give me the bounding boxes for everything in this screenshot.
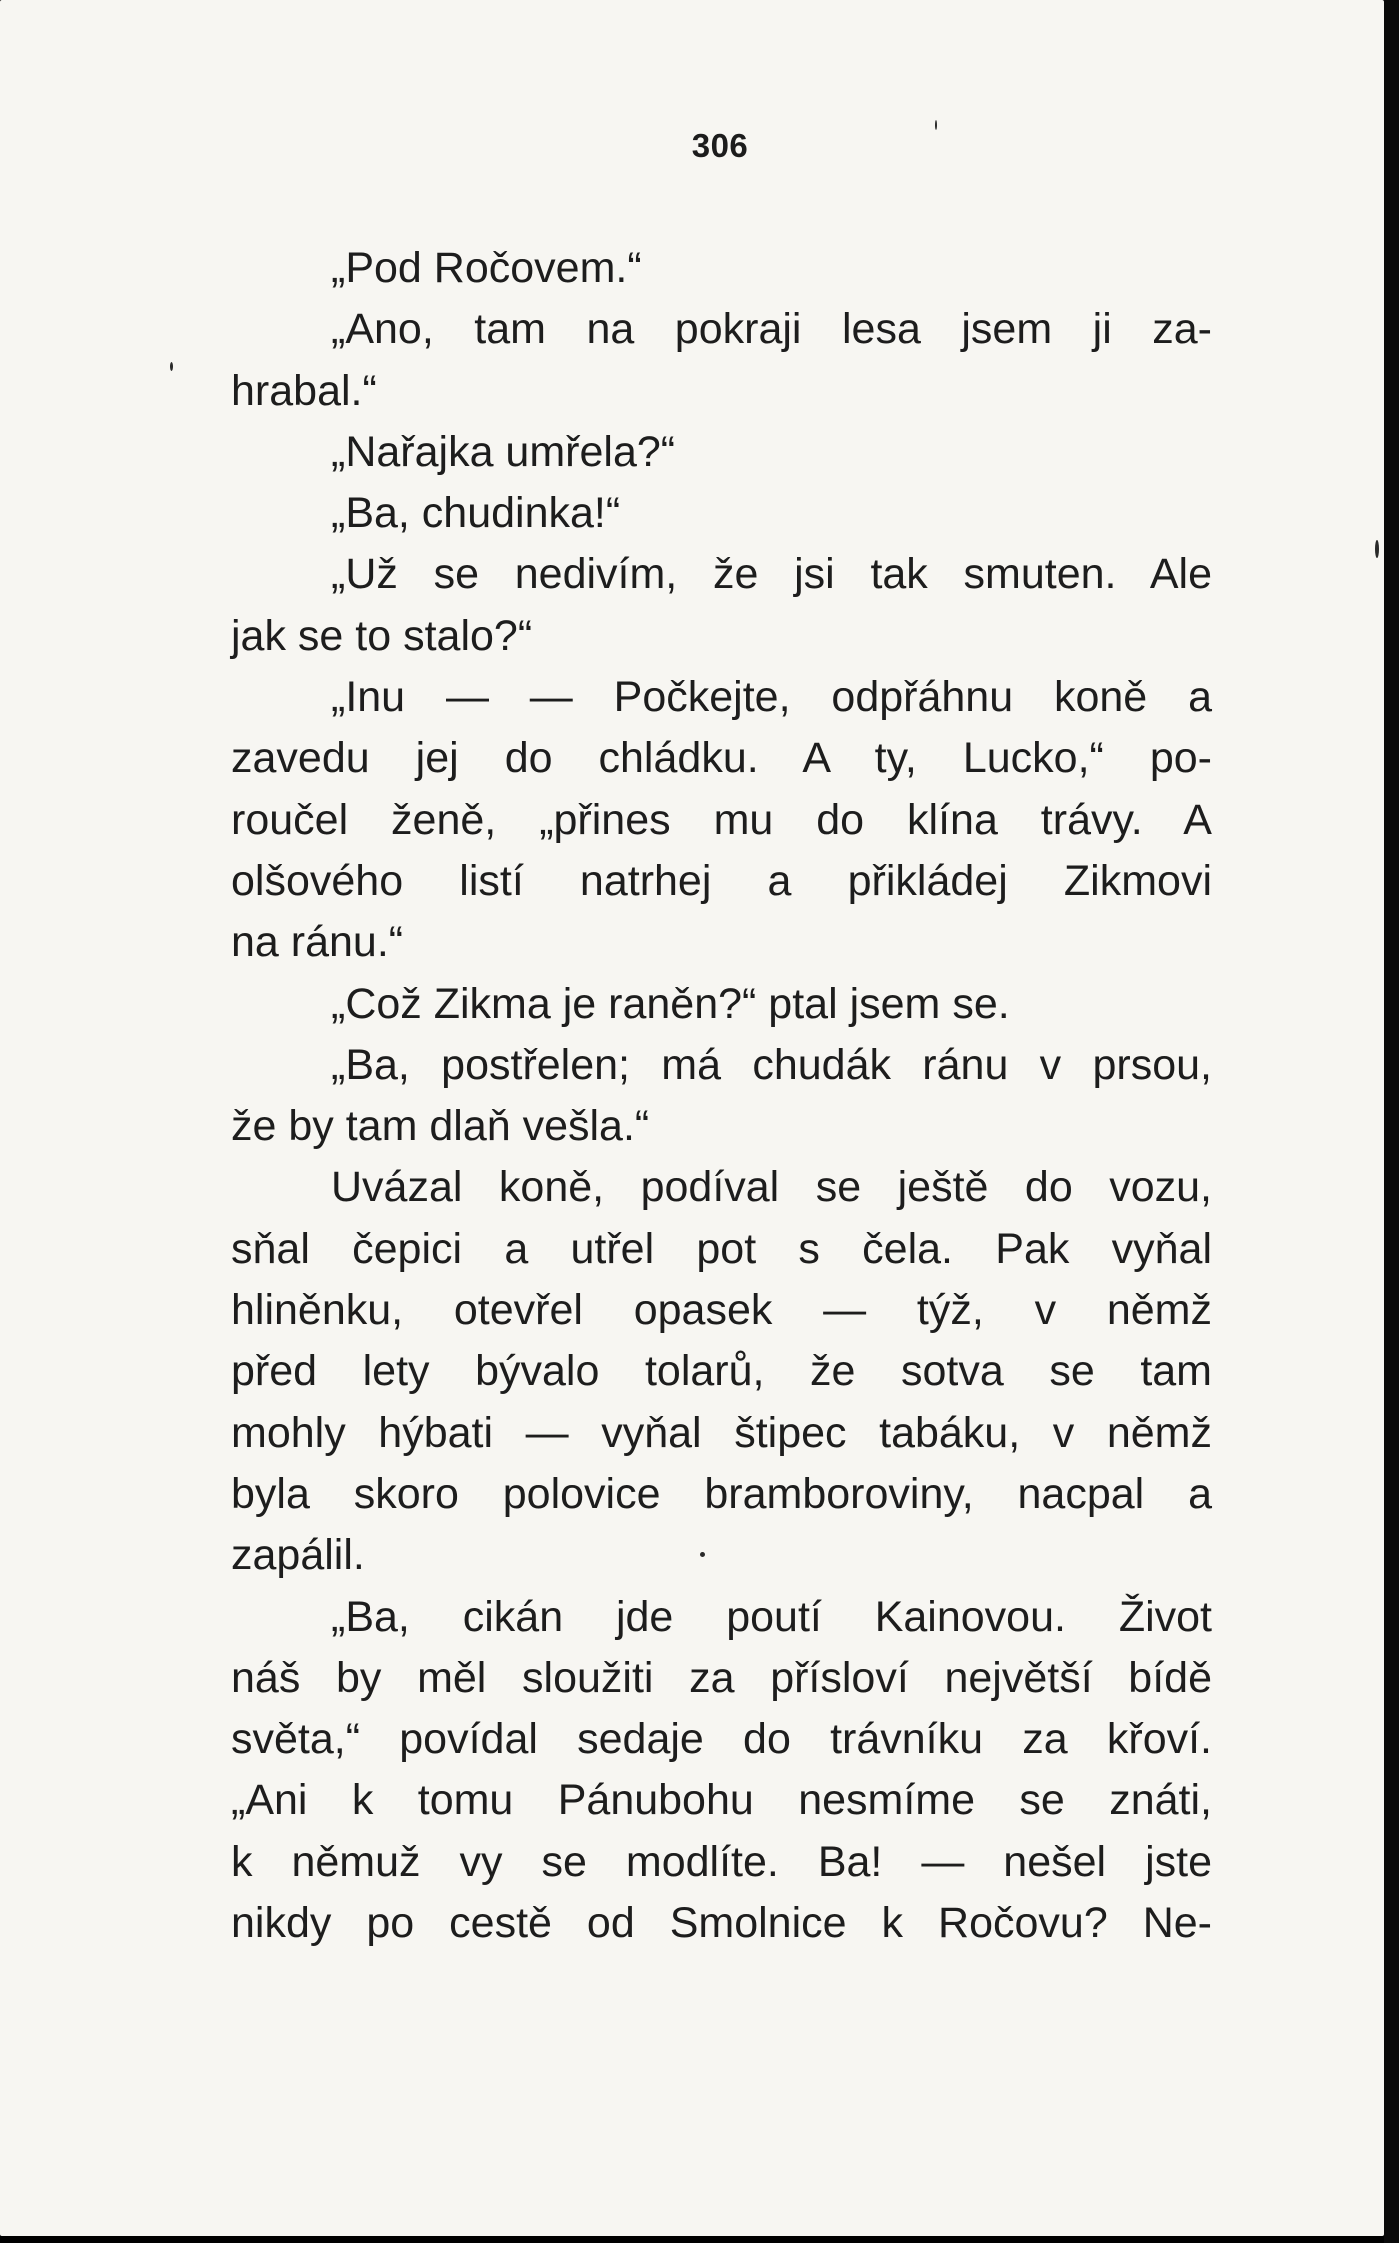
body-text (231, 238, 1212, 1954)
text-line: hliněnku, otevřel opasek — týž, v němž (231, 1286, 1212, 1335)
text-line: k němuž vy se modlíte. Ba! — nešel jste (231, 1837, 1212, 1886)
text-line: „Ba, postřelen; má chudák ránu v prsou, (331, 1040, 1212, 1089)
scan-speck (935, 120, 937, 130)
text-line: „Už se nedivím, že jsi tak smuten. Ale (331, 550, 1212, 599)
text-line: „Ba, cikán jde poutí Kainovou. Život (331, 1592, 1212, 1641)
scan-speck (1375, 540, 1379, 558)
scan-edge (1384, 0, 1399, 2243)
text-line: před lety bývalo tolarů, že sotva se tam (231, 1347, 1212, 1396)
page-number: 306 (691, 127, 749, 164)
text-line: „Ani k tomu Pánubohu nesmíme se znáti, (231, 1776, 1212, 1825)
scan-speck (170, 362, 173, 371)
text-line: světa,“ povídal sedaje do trávníku za křoví. (231, 1715, 1212, 1764)
text-line: „Inu — — Počkejte, odpřáhnu koně a (331, 673, 1212, 722)
text-line: „Ba, chudinka!“ (331, 489, 621, 538)
text-line: na ránu.“ (231, 918, 404, 967)
text-line: že by tam dlaň vešla.“ (231, 1102, 650, 1151)
text-line: „Nařajka umřela?“ (331, 427, 676, 476)
text-line: olšového listí natrhej a přikládej Zikmovi (231, 856, 1212, 905)
text-line: zapálil. (231, 1531, 365, 1580)
text-line: „Což Zikma je raněn?“ ptal jsem se. (331, 979, 1010, 1028)
text-line: náš by měl sloužiti za přísloví největší bídě (231, 1653, 1212, 1702)
text-line: byla skoro polovice bramboroviny, nacpal a (231, 1469, 1212, 1518)
text-line: sňal čepici a utřel pot s čela. Pak vyňal (231, 1224, 1212, 1273)
scan-speck (700, 1552, 705, 1557)
text-line: „Ano, tam na pokraji lesa jsem ji za- (331, 305, 1212, 354)
text-line: zavedu jej do chládku. A ty, Lucko,“ po- (231, 734, 1212, 783)
text-line: „Pod Ročovem.“ (331, 244, 642, 292)
text-line: jak se to stalo?“ (231, 611, 533, 660)
text-line: hrabal.“ (231, 366, 377, 415)
text-line: roučel ženě, „přines mu do klína trávy. A (231, 795, 1212, 844)
text-line: nikdy po cestě od Smolnice k Ročovu? Ne- (231, 1899, 1212, 1948)
text-line: Uvázal koně, podíval se ještě do vozu, (331, 1163, 1212, 1212)
text-line: mohly hýbati — vyňal štipec tabáku, v němž (231, 1408, 1212, 1457)
